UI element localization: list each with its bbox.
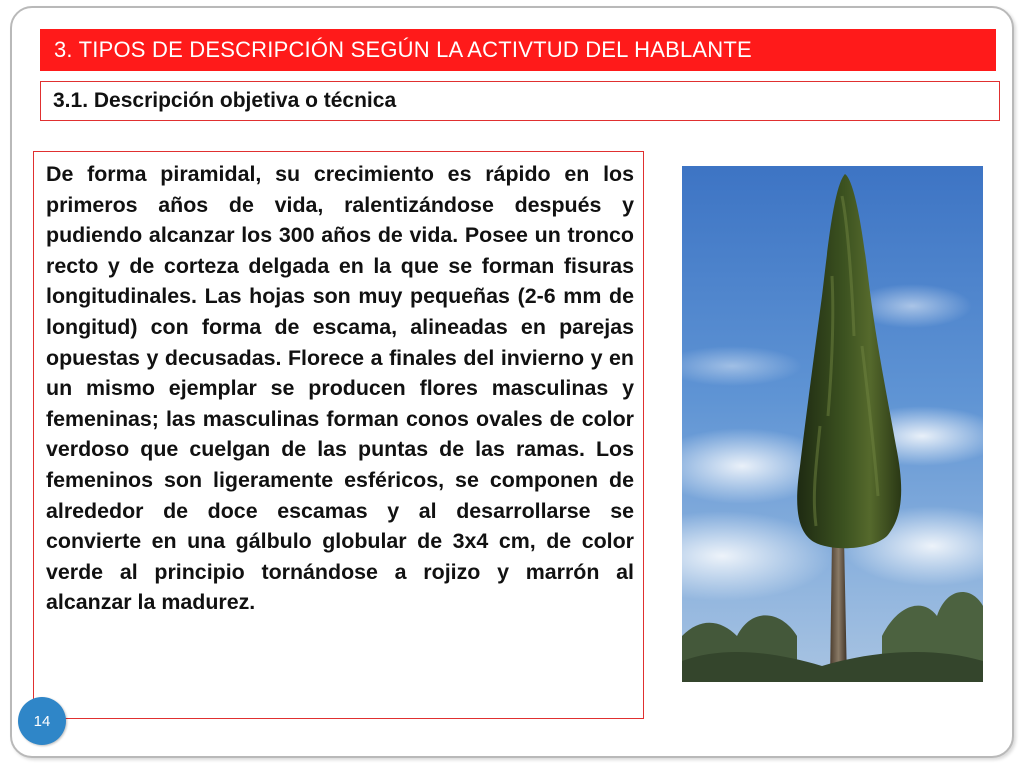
title-bar	[40, 29, 996, 71]
body-paragraph: De forma piramidal, su crecimiento es rápido en los primeros años de vida, ralentizándose después y pudiendo alcanzar los 300 años de vida. Posee un tronco recto y de corteza delgada en la que se forman fisuras longitudinales. Las hojas son muy pequeñas (2-6 mm de longitud) con forma de escama, alineadas en parejas opuestas y decusadas. Florece a finales del invierno y en un mismo ejemplar se producen flores masculinas y femeninas; las masculinas forman conos ovales de color verdoso que cuelgan de las puntas de las ramas. Los femeninos son ligeramente esféricos, se componen de alrededor de doce escamas y al desarrollarse se convierte en una gálbulo globular de 3x4 cm, de color verde al principio tornándose a rojizo y marrón al alcanzar la madurez.	[46, 162, 634, 615]
cypress-tree-photo	[682, 166, 983, 682]
slide-title: 3. TIPOS DE DESCRIPCIÓN SEGÚN LA ACTIVTUD DEL HABLANTE	[54, 37, 752, 62]
slide-subtitle: 3.1. Descripción objetiva o técnica	[53, 89, 397, 112]
cypress-tree-image	[682, 166, 983, 682]
body-text-box	[33, 151, 644, 719]
subtitle-box	[40, 81, 1000, 121]
page-number-badge: 14	[18, 697, 66, 745]
